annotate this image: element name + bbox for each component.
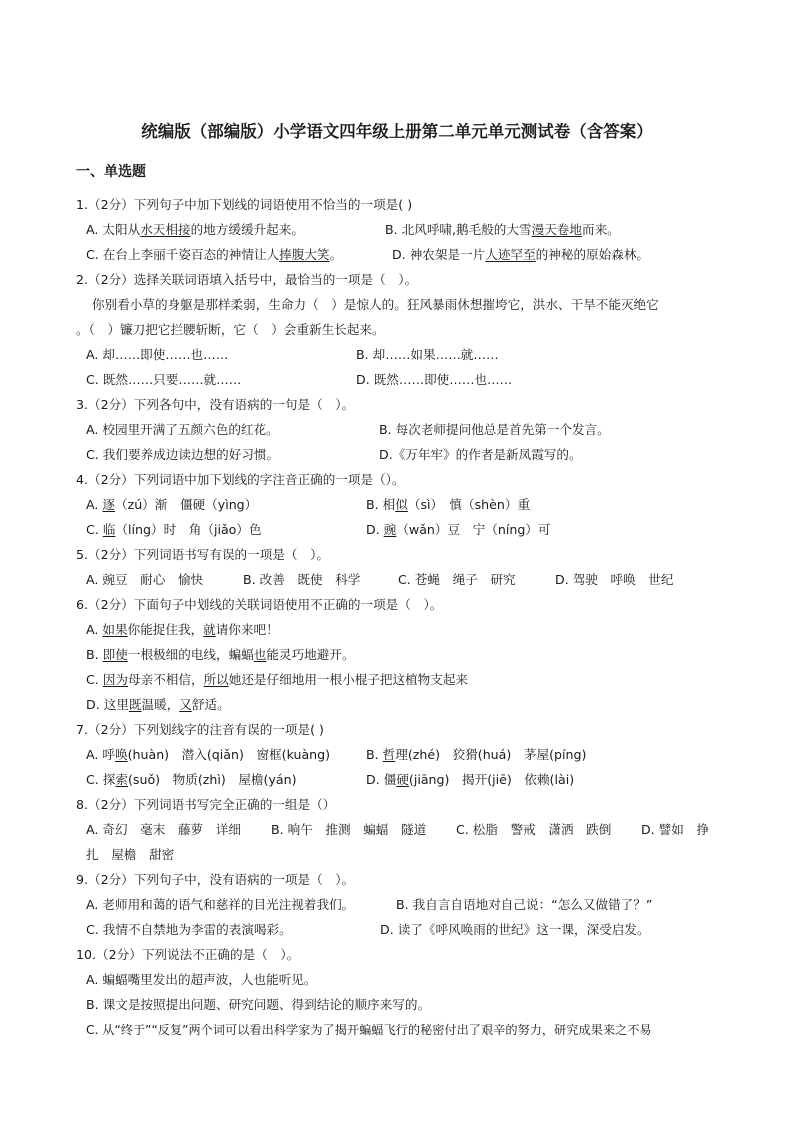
question-8-option-d[interactable]: D. 譬如 挣 [641, 822, 710, 837]
question-6-option-a[interactable]: A. 如果你能捉住我，就请你来吧！ [86, 622, 279, 637]
question-1-option-c[interactable]: C. 在台上李丽千姿百态的神情让人捧腹大笑。 [86, 247, 343, 262]
question-4-option-d[interactable]: D. 豌（wǎn）豆 宁（níng）可 [366, 522, 551, 537]
question-5-option-b[interactable]: B. 改善 既使 科学 [243, 572, 361, 587]
question-4-option-b[interactable]: B. 相似（sì） 慎（shèn）重 [366, 497, 531, 512]
question-5-stem: 5.（2分）下列词语书写有误的一项是（ ）。 [76, 547, 330, 562]
question-7-option-b[interactable]: B. 哲理(zhé) 狡猾(huá) 茅屋(píng) [366, 747, 587, 762]
question-7-stem: 7.（2分）下列划线字的注音有误的一项是( ) [76, 722, 324, 737]
question-9-option-a[interactable]: A. 老师用和蔼的语气和慈祥的目光注视着我们。 [86, 897, 355, 912]
question-1-option-a[interactable]: A. 太阳从水天相接的地方缓缓升起来。 [86, 222, 304, 237]
question-3-option-c[interactable]: C. 我们要养成边读边想的好习惯。 [86, 447, 280, 462]
question-2-option-b[interactable]: B. 却……如果……就…… [356, 347, 499, 362]
question-2-stem: 2.（2分）选择关联词语填入括号中，最恰当的一项是（ ）。 [76, 272, 418, 287]
question-3-stem: 3.（2分）下列各句中，没有语病的一句是（ ）。 [76, 397, 355, 412]
question-2-option-d[interactable]: D. 既然……即使……也…… [356, 372, 513, 387]
question-4-option-a[interactable]: A. 逐（zú）渐 僵硬（yìng） [86, 497, 258, 512]
question-3-option-d[interactable]: D.《万年牢》的作者是新凤霞写的。 [379, 447, 582, 462]
question-4-option-c[interactable]: C. 临（líng）时 角（jiǎo）色 [86, 522, 262, 537]
question-10-option-a[interactable]: A. 蝙蝠嘴里发出的超声波，人也能听见。 [86, 972, 317, 987]
question-2-passage-line-1: 你别看小草的身躯是那样柔弱，生命力（ ）是惊人的。狂风暴雨休想摧垮它，洪水、干旱不能灭绝它 [92, 297, 659, 312]
question-1-option-b[interactable]: B. 北风呼啸,鹅毛般的大雪漫天卷地而来。 [385, 222, 620, 237]
question-2-passage-line-2: 。（ ）镰刀把它拦腰斩断，它（ ）会重新生长起来。 [76, 322, 385, 337]
question-5-option-d[interactable]: D. 驾驶 呼唤 世纪 [555, 572, 674, 587]
question-9-option-d[interactable]: D. 读了《呼风唤雨的世纪》这一课，深受启发。 [380, 922, 650, 937]
question-4-stem: 4.（2分）下列词语中加下划线的字注音正确的一项是（）。 [76, 472, 405, 487]
question-8-option-c[interactable]: C. 松脂 警戒 潇洒 跌倒 [456, 822, 612, 837]
question-8-stem: 8.（2分）下列词语书写完全正确的一组是（） [76, 797, 336, 812]
question-2-option-c[interactable]: C. 既然……只要……就…… [86, 372, 242, 387]
question-8-option-a[interactable]: A. 奇幻 毫末 藤萝 详细 [86, 822, 241, 837]
question-8-option-d-continued: 扎 屋檐 甜密 [86, 847, 175, 862]
question-9-stem: 9.（2分）下列句子中，没有语病的一项是（ ）。 [76, 872, 355, 887]
question-10-option-c[interactable]: C. 从“终于”“反复”两个词可以看出科学家为了揭开蝙蝠飞行的秘密付出了艰辛的努力，研究成果来之不易 [86, 1023, 652, 1037]
section-heading: 一、单选题 [76, 164, 146, 180]
question-9-option-b[interactable]: B. 我自言自语地对自己说：“怎么又做错了？” [396, 897, 653, 912]
question-6-stem: 6.（2分）下面句子中划线的关联词语使用不正确的一项是（ ）。 [76, 597, 443, 612]
question-8-option-b[interactable]: B. 响午 推测 蝙蝠 隧道 [271, 822, 427, 837]
question-5-option-a[interactable]: A. 豌豆 耐心 愉快 [86, 572, 204, 587]
question-7-option-d[interactable]: D. 僵硬(jiāng) 揭开(jiē) 依赖(lài) [366, 772, 575, 787]
question-6-option-b[interactable]: B. 即使一根极细的电线，蝙蝠也能灵巧地避开。 [86, 647, 355, 662]
page-title: 统编版（部编版）小学语文四年级上册第二单元单元测试卷（含答案） [141, 122, 653, 141]
question-9-option-c[interactable]: C. 我情不自禁地为李雷的表演喝彩。 [86, 922, 292, 937]
question-1-option-d[interactable]: D. 神农架是一片人迹罕至的神秘的原始森林。 [392, 247, 649, 262]
question-10-option-b[interactable]: B. 课文是按照提出问题、研究问题、得到结论的顺序来写的。 [86, 997, 431, 1012]
question-1-stem: 1.（2分）下列句子中加下划线的词语使用不恰当的一项是( ) [76, 197, 413, 212]
question-5-option-c[interactable]: C. 苍蝇 绳子 研究 [398, 572, 516, 587]
question-10-stem: 10.（2分）下列说法不正确的是（ ）。 [76, 947, 300, 962]
question-6-option-c[interactable]: C. 因为母亲不相信，所以她还是仔细地用一根小棍子把这植物支起来 [86, 672, 469, 687]
question-7-option-c[interactable]: C. 探索(suǒ) 物质(zhì) 屋檐(yán) [86, 772, 297, 787]
question-7-option-a[interactable]: A. 呼唤(huàn) 潜入(qiǎn) 窗框(kuàng) [86, 747, 331, 762]
question-3-option-b[interactable]: B. 每次老师提问他总是首先第一个发言。 [379, 422, 610, 437]
question-6-option-d[interactable]: D. 这里既温暖，又舒适。 [86, 697, 230, 712]
question-2-option-a[interactable]: A. 却……即使……也…… [86, 347, 229, 362]
question-3-option-a[interactable]: A. 校园里开满了五颜六色的红花。 [86, 422, 279, 437]
